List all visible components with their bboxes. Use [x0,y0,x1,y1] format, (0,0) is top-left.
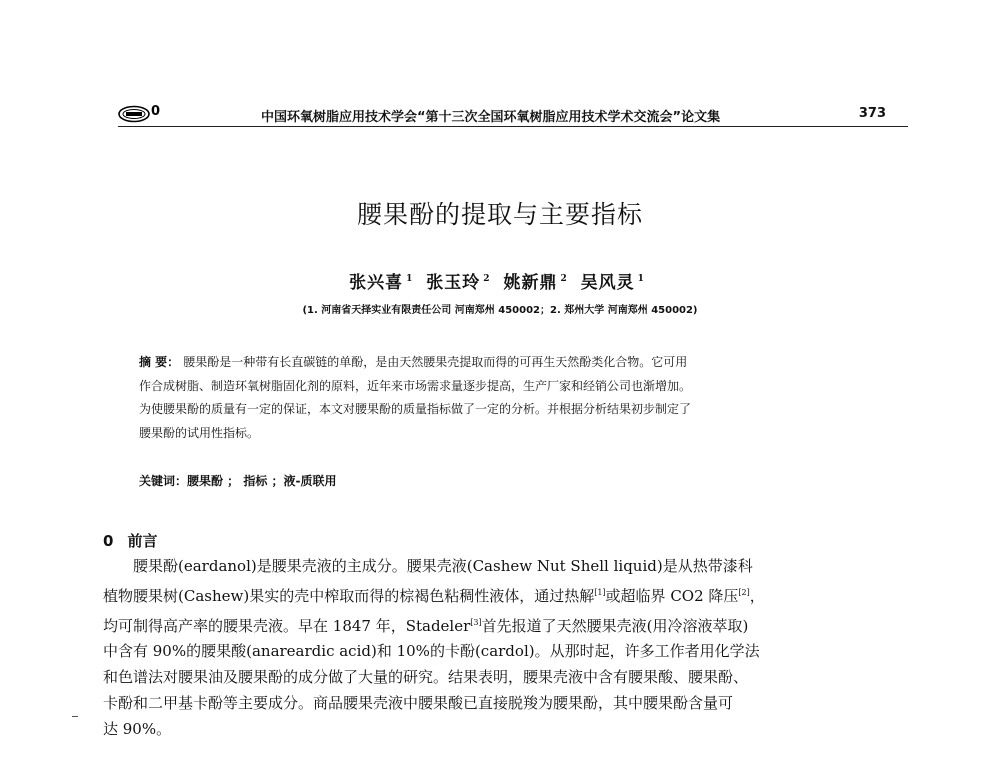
author-name: 张兴喜 [349,273,404,293]
body-line: 和色谱法对腰果油及腰果酚的成分做了大量的研究。结果表明，腰果壳液中含有腰果酸、腰果酚、 [103,668,749,687]
logo-text: 0 [151,104,161,119]
section-title: 前言 [127,532,158,550]
body-text [103,554,913,743]
body-line: 达 90%。 [103,719,172,738]
author-affiliation-mark: 1 [637,274,645,284]
abstract-text: 腰果酚是一种带有长直碳链的单酚，是由天然腰果壳提取而得的可再生天然酚类化合物。它可用 [183,355,688,369]
body-line: 卡酚和二甲基卡酚等主要成分。商品腰果壳液中腰果酸已直接脱羧为腰果酚，其中腰果酚含量可 [103,693,734,712]
author-affiliation-mark: 2 [560,274,568,284]
author-affiliation-mark: 1 [406,274,414,284]
citation-ref: [3] [470,617,482,627]
paper-title: 腰果酚的提取与主要指标 [356,200,643,229]
abstract-line: 腰果酚的试用性指标。 [139,425,260,440]
conference-logo [118,105,150,123]
body-line [103,610,913,640]
author-list [0,268,1000,293]
author-affiliation-mark: 2 [483,274,491,284]
body-text-segment: 或超临界 CO2 降压 [605,586,739,605]
header-rule [118,126,908,127]
running-header [118,104,908,126]
body-text-segment: 植物腰果树(Cashew)果实的壳中榨取而得的棕褐色粘稠性液体，通过热解 [103,586,595,605]
body-line [103,580,913,610]
abstract-line: 为使腰果酚的质量有一定的保证，本文对腰果酚的质量指标做了一定的分析。并根据分析结果初步制定了 [139,402,692,416]
citation-ref: [2] [738,587,750,597]
body-text-segment: 首先报道了天然腰果壳液(用冷溶液萃取) [481,616,749,635]
body-text-segment: 均可制得高产率的腰果壳液。早在 1847 年，Stadeler [103,616,471,635]
section-number: 0 [103,532,114,550]
author-name: 姚新鼎 [503,273,558,293]
affiliations: (1. 河南省天择实业有限责任公司 河南郑州 450002；2. 郑州大学 河南郑州 450002) [302,305,698,316]
body-text-segment: ， [749,586,765,605]
author-name: 张玉玲 [426,273,481,293]
author-name: 吴风灵 [580,273,635,293]
section-heading [103,530,157,551]
header-title: 中国环氧树脂应用技术学会“第十三次全国环氧树脂应用技术学术交流会”论文集 [261,110,721,125]
body-line: 腰果酚(eardanol)是腰果壳液的主成分。腰果壳液(Cashew Nut Shell liquid)是从热带漆科 [133,557,753,575]
margin-mark [72,716,78,717]
body-line: 中含有 90%的腰果酸(anareardic acid)和 10%的卡酚(cardol)。从那时起，许多工作者用化学法 [103,642,760,661]
keywords: 关键词：腰果酚 ； 指标 ；液-质联用 [139,474,337,488]
abstract-line [139,351,879,375]
abstract-label: 摘 要： [139,355,180,369]
abstract-line: 作合成树脂、制造环氧树脂固化剂的原料，近年来市场需求量逐步提高，生产厂家和经销公司也渐增加。 [139,378,692,393]
abstract [139,351,879,445]
page-number: 373 [858,106,886,121]
citation-ref: [1] [594,587,606,597]
